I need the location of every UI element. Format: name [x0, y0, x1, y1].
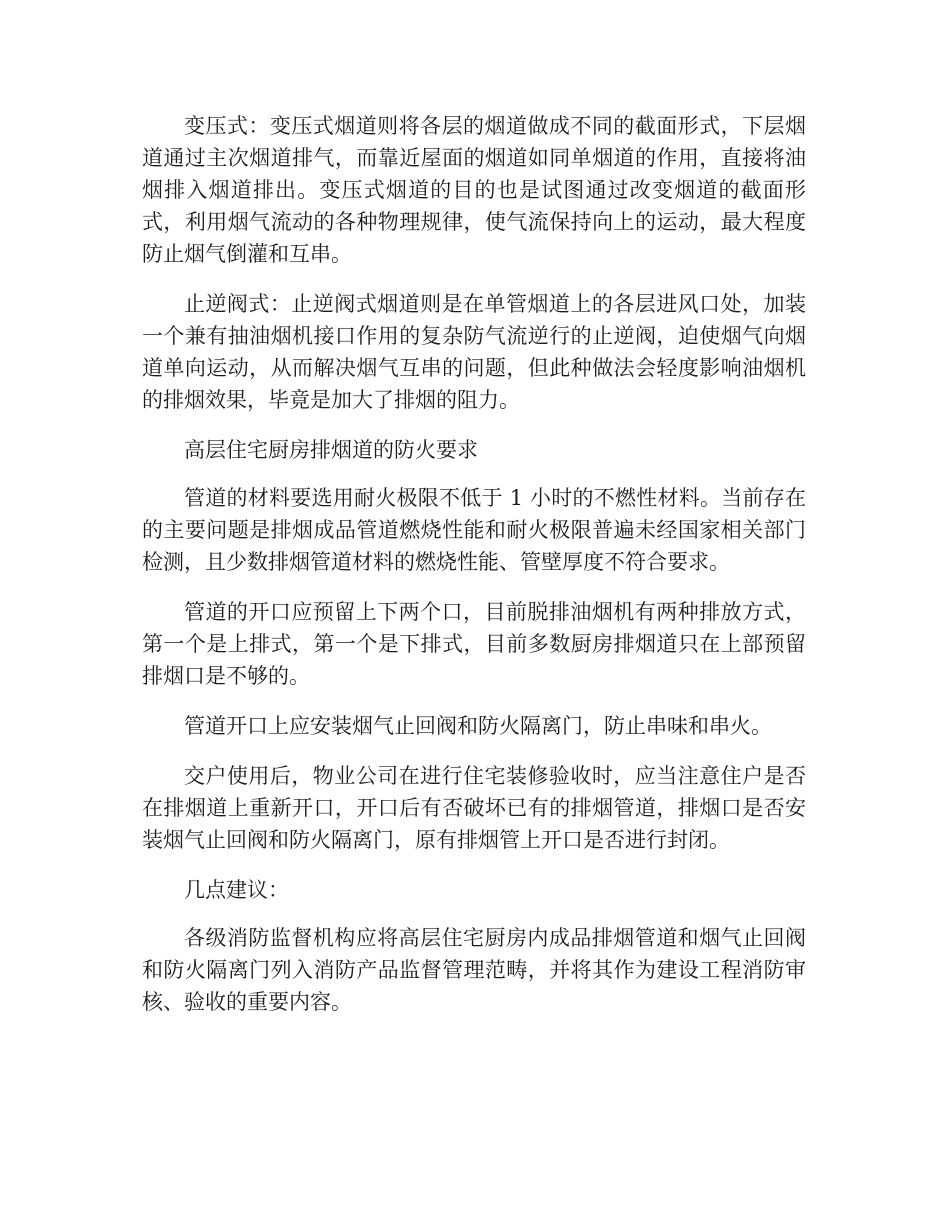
paragraph-check-valve-type: 止逆阀式：止逆阀式烟道则是在单管烟道上的各层进风口处，加装一个兼有抽油烟机接口作用的复杂防气流逆行的止逆阀，迫使烟气向烟道单向运动，从而解决烟气互串的问题，但此种做法会轻度影响油烟机的排烟效果，毕竟是加大了排烟的阻力。 [142, 292, 806, 412]
paragraph-pressure-type: 变压式：变压式烟道则将各层的烟道做成不同的截面形式，下层烟道通过主次烟道排气，而靠近屋面的烟道如同单烟道的作用，直接将油烟排入烟道排出。变压式烟道的目的也是试图通过改变烟道的截面形式，利用烟气流动的各种物理规律，使气流保持向上的运动，最大程度防止烟气倒灌和互串。 [142, 114, 806, 266]
document-page [142, 110, 806, 1036]
paragraph-check-valve-install: 管道开口上应安装烟气止回阀和防火隔离门，防止串味和串火。 [184, 714, 772, 738]
paragraph-pipe-material: 管道的材料要选用耐火极限不低于 1 小时的不燃性材料。当前存在的主要问题是排烟成品管道燃烧性能和耐火极限普遍未经国家相关部门检测，且少数排烟管道材料的燃烧性能、管壁厚度不符合要求。 [142, 486, 806, 574]
section-heading-fire-requirements: 高层住宅厨房排烟道的防火要求 [184, 438, 478, 462]
paragraph-pipe-openings: 管道的开口应预留上下两个口，目前脱排油烟机有两种排放方式，第一个是上排式，第一个是下排式，目前多数厨房排烟道只在上部预留排烟口是不够的。 [142, 600, 806, 688]
paragraph-supervision-suggestion: 各级消防监督机构应将高层住宅厨房内成品排烟管道和烟气止回阀和防火隔离门列入消防产品监督管理范畴，并将其作为建设工程消防审核、验收的重要内容。 [142, 926, 806, 1014]
section-heading-suggestions: 几点建议： [184, 878, 289, 902]
paragraph-handover-inspection: 交户使用后，物业公司在进行住宅装修验收时，应当注意住户是否在排烟道上重新开口，开口后有否破坏已有的排烟管道，排烟口是否安装烟气止回阀和防火隔离门，原有排烟管上开口是否进行封闭。 [142, 764, 806, 852]
